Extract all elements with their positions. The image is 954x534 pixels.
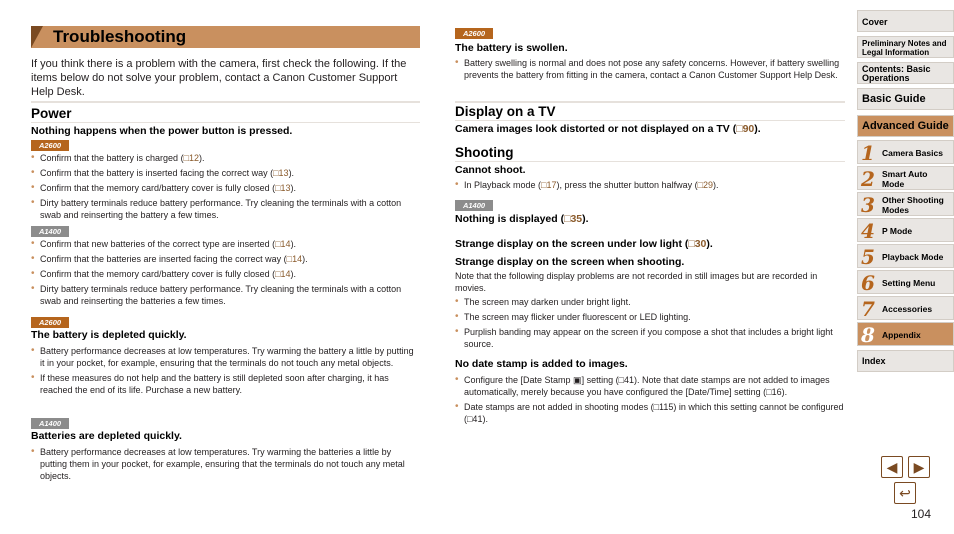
sidebar-item-index[interactable]: Index [857, 350, 954, 372]
list-item: • Confirm that the batteries are inserted facing the correct way (□14). [31, 253, 420, 265]
return-icon: ↩ [899, 485, 911, 501]
model-tag-a1400: A1400 [455, 200, 493, 211]
subheading: Strange display on the screen when shooting. [455, 256, 685, 268]
page-ref-link[interactable]: □90 [736, 123, 755, 135]
chapter-number: 8 [861, 323, 875, 347]
sidebar-item-advanced-guide[interactable]: Advanced Guide [857, 115, 954, 137]
chapter-label: Playback Mode [882, 252, 944, 262]
subheading: No date stamp is added to images. [455, 358, 628, 370]
list-item: • In Playback mode (□17), press the shutter button halfway (□29). [455, 179, 845, 191]
list-item: • The screen may darken under bright light. [455, 296, 845, 308]
sidebar-chapter-7[interactable] [857, 296, 954, 320]
chapter-label: P Mode [882, 226, 913, 236]
subheading: Nothing is displayed (□35). [455, 213, 589, 225]
sidebar-item-contents[interactable]: Contents: Basic Operations [857, 62, 954, 84]
arrow-left-icon: ◀ [886, 459, 898, 475]
sidebar-chapter-2[interactable] [857, 166, 954, 190]
page-ref-link[interactable]: □30 [688, 238, 707, 250]
chapter-label: Other Shooting Modes [882, 195, 944, 215]
sidebar-chapter-1[interactable] [857, 140, 954, 164]
page-ref-link[interactable]: □13 [275, 183, 291, 193]
list-batteries [31, 446, 420, 485]
next-page-button[interactable] [908, 456, 930, 478]
section-heading-shooting: Shooting [455, 145, 514, 160]
subheading: Batteries are depleted quickly. [31, 430, 182, 442]
section-heading-power: Power [31, 106, 72, 121]
list-cannot-shoot [455, 179, 845, 194]
divider [31, 101, 420, 103]
list-item: • Confirm that the battery is inserted facing the correct way (□13). [31, 167, 420, 179]
page-ref-link[interactable]: □17 [541, 180, 557, 190]
list-a2600 [31, 152, 420, 224]
list-strange [455, 296, 845, 353]
page-number: 104 [911, 507, 932, 521]
list-date [455, 374, 845, 428]
page-ref-link[interactable]: □12 [183, 153, 200, 163]
title-corner-mark [31, 26, 43, 48]
list-item: • Confirm that the battery is charged (□12). [31, 152, 420, 164]
subheading: Strange display on the screen under low light (□30). [455, 238, 713, 250]
intro-text: If you think there is a problem with the camera, first check the following. If the items below do not solve your problem, contact a Canon Customer Support Help Desk. [31, 58, 407, 98]
list-item: • Dirty battery terminals reduce battery performance. Try cleaning the terminals with a cotton swab and reinserting the battery a few times. [31, 197, 420, 221]
chapter-number: 1 [861, 141, 875, 165]
sidebar-chapter-8[interactable] [857, 322, 954, 346]
divider [455, 161, 845, 162]
list-item: • Dirty battery terminals reduce battery performance. Try cleaning the terminals with a cotton swab and reinserting the batteries a few times. [31, 283, 420, 307]
subheading: The battery is depleted quickly. [31, 329, 187, 341]
list-item: • Configure the [Date Stamp ▣] setting (□41). Note that date stamps are not added to images automatically, merely because you have configured the [Date/Time] setting (□16). [455, 374, 845, 398]
page-ref-link[interactable]: □13 [273, 168, 289, 178]
chapter-number: 3 [861, 193, 875, 217]
model-tag-a1400: A1400 [31, 226, 69, 237]
sidebar-chapter-5[interactable] [857, 244, 954, 268]
model-tag-a2600: A2600 [31, 140, 69, 151]
sidebar-chapter-6[interactable] [857, 270, 954, 294]
chapter-label: Camera Basics [882, 148, 943, 158]
chapter-number: 6 [861, 271, 875, 295]
list-item: • Date stamps are not added in shooting modes (□115) in which this setting cannot be configured (□41). [455, 401, 845, 425]
chapter-number: 7 [861, 297, 875, 321]
page-ref-link[interactable]: □14 [275, 239, 291, 249]
note-text: Note that the following display problems are not recorded in still images but are recorded in movies. [455, 271, 818, 293]
model-tag-a1400: A1400 [31, 418, 69, 429]
chapter-number: 2 [861, 167, 875, 191]
chapter-label: Setting Menu [882, 278, 936, 288]
divider [31, 122, 420, 123]
list-item: • Confirm that new batteries of the correct type are inserted (□14). [31, 238, 420, 250]
model-tag-a2600: A2600 [31, 317, 69, 328]
page-ref-link[interactable]: □35 [564, 213, 583, 225]
divider [455, 101, 845, 103]
chapter-number: 5 [861, 245, 875, 269]
list-item: • The screen may flicker under fluorescent or LED lighting. [455, 311, 845, 323]
chapter-label: Smart Auto Mode [882, 169, 928, 189]
subheading: Nothing happens when the power button is pressed. [31, 125, 293, 137]
divider [455, 120, 845, 121]
list-item: • Battery swelling is normal and does not pose any safety concerns. However, if battery swelling prevents the battery from fitting in the camera, contact a Canon Customer Support Help Desk. [455, 57, 845, 81]
sidebar-item-prelim[interactable]: Preliminary Notes and Legal Information [857, 36, 954, 58]
sidebar-item-cover[interactable]: Cover [857, 10, 954, 32]
section-heading-tv: Display on a TV [455, 104, 556, 119]
prev-page-button[interactable] [881, 456, 903, 478]
model-tag-a2600: A2600 [455, 28, 493, 39]
page-ref-link[interactable]: □29 [697, 180, 714, 190]
list-item: • Battery performance decreases at low temperatures. Try warming the battery a little by putting it in your pocket, for example, ensuring that the terminals do not touch any metal objects. [31, 345, 420, 369]
page-ref-link[interactable]: □14 [286, 254, 303, 264]
list-item: • If these measures do not help and the battery is still depleted soon after charging, it has reached the end of its life. Purchase a new battery. [31, 372, 420, 396]
sidebar-chapter-4[interactable] [857, 218, 954, 242]
chapter-label: Accessories [882, 304, 933, 314]
back-button[interactable] [894, 482, 916, 504]
list-item: • Battery performance decreases at low temperatures. Try warming the batteries a little by putting them in your pocket, for example, ensuring that the terminals do not touch any metal objects. [31, 446, 420, 482]
list-a1400 [31, 238, 420, 310]
subheading: Camera images look distorted or not displayed on a TV (□90). [455, 123, 761, 135]
subheading: The battery is swollen. [455, 42, 568, 54]
list-item: • Confirm that the memory card/battery cover is fully closed (□13). [31, 182, 420, 194]
arrow-right-icon: ▶ [913, 459, 925, 475]
list-item: • Confirm that the memory card/battery cover is fully closed (□14). [31, 268, 420, 280]
list-swollen [455, 57, 845, 84]
page-title: Troubleshooting [53, 27, 187, 46]
sidebar-item-basic-guide[interactable]: Basic Guide [857, 88, 954, 110]
sidebar-chapter-3[interactable] [857, 192, 954, 216]
page-ref-link[interactable]: □14 [275, 269, 291, 279]
list-item: • Purplish banding may appear on the screen if you compose a shot that includes a bright light source. [455, 326, 845, 350]
chapter-number: 4 [861, 219, 875, 243]
subheading: Cannot shoot. [455, 164, 526, 176]
list-depleted [31, 345, 420, 399]
chapter-label: Appendix [882, 330, 921, 340]
